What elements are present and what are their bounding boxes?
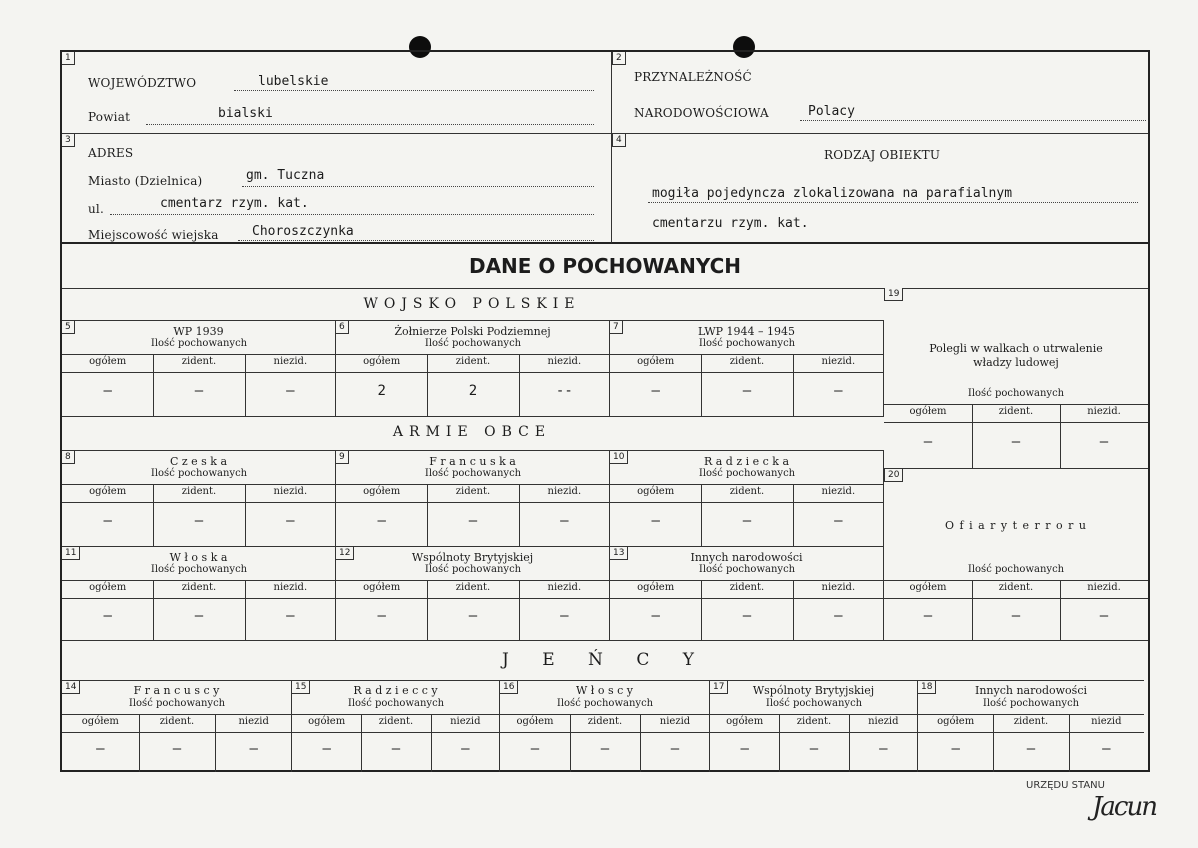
nationality-value: Polacy: [808, 104, 855, 119]
column-header: niezid.: [821, 582, 856, 593]
box-number: 15: [292, 681, 310, 694]
column-header: zident.: [181, 582, 217, 593]
column-header: niezid.: [273, 582, 308, 593]
count-grid-b18: [918, 698, 1144, 772]
count-grid-b9: [336, 468, 610, 546]
quantity-label: Ilość pochowanych: [765, 698, 863, 709]
count-value: —: [530, 741, 540, 757]
count-value: —: [1099, 434, 1109, 450]
count-value: —: [1011, 434, 1021, 450]
column-header: zident.: [455, 486, 491, 497]
column-header: ogółem: [81, 716, 119, 727]
box-number: 19: [884, 288, 903, 301]
box-label: LWP 1944 – 1945: [697, 325, 796, 338]
address-label: ADRES: [88, 146, 134, 160]
column-header: ogółem: [726, 716, 764, 727]
divider: [336, 502, 610, 503]
count-value: —: [1011, 608, 1021, 624]
count-value: —: [600, 741, 610, 757]
count-value: 2: [468, 383, 478, 399]
box-3-address: [62, 134, 612, 244]
divider: [62, 416, 884, 417]
divider: [610, 580, 884, 581]
divider: [884, 598, 1148, 599]
box-label: Wspólnoty Brytyjskiej: [411, 551, 534, 564]
dotted-line: [110, 214, 594, 215]
count-grid-b16: [500, 698, 710, 772]
divider: [884, 404, 1148, 405]
box-number: 9: [336, 451, 349, 464]
divider: [710, 714, 918, 715]
divider: [884, 422, 1148, 423]
column-header: niezid.: [273, 356, 308, 367]
count-value: —: [742, 513, 752, 529]
column-header: ogółem: [516, 716, 554, 727]
divider: [336, 372, 610, 373]
divider: [500, 732, 710, 733]
count-value: —: [651, 513, 660, 529]
box-number: 17: [710, 681, 728, 694]
box-label: Innych narodowości: [974, 684, 1088, 697]
quantity-label: Ilość pochowanych: [347, 698, 445, 709]
count-grid-b17: [710, 698, 918, 772]
count-grid-b20: [884, 564, 1148, 640]
divider: [62, 484, 336, 485]
quantity-label: Ilość pochowanych: [967, 388, 1065, 399]
dotted-line: [242, 186, 594, 187]
quantity-label: Ilość pochowanych: [982, 698, 1080, 709]
count-value: —: [172, 741, 182, 757]
box-label: Żołnierze Polski Podziemnej: [394, 325, 551, 338]
divider: [918, 714, 1144, 715]
count-value: —: [879, 741, 888, 757]
box-number: 12: [336, 547, 354, 560]
column-header: niezid.: [821, 486, 856, 497]
column-header: zident.: [587, 716, 623, 727]
column-header: ogółem: [909, 582, 947, 593]
nationality-label-line1: PRZYNALEŻNOŚĆ: [634, 70, 752, 84]
divider: [62, 580, 336, 581]
column-header: zident.: [796, 716, 832, 727]
count-value: 2: [377, 383, 386, 399]
count-value: —: [286, 608, 295, 624]
column-header: niezid: [1091, 716, 1122, 727]
box-1-location: [62, 52, 612, 134]
village-label: Miejscowość wiejska: [88, 228, 219, 242]
box-label: R a d z i e c k a: [703, 455, 790, 468]
quantity-label: Ilość pochowanych: [698, 338, 796, 349]
count-value: —: [670, 741, 680, 757]
divider: [918, 732, 1144, 733]
dotted-line: [146, 124, 594, 125]
object-type-value-line2: cmentarzu rzym. kat.: [652, 216, 809, 231]
count-value: —: [1102, 741, 1111, 757]
box-label: F r a n c u s k a: [429, 455, 516, 468]
count-value: —: [194, 608, 204, 624]
box-label: R a d z i e c c y: [353, 684, 438, 697]
count-value: —: [103, 608, 112, 624]
column-header: ogółem: [89, 582, 127, 593]
box-number: 13: [610, 547, 628, 560]
divider: [610, 484, 884, 485]
dotted-line: [238, 240, 594, 241]
box-number: 10: [610, 451, 628, 464]
dotted-line: [648, 202, 1138, 203]
nationality-label-line2: NARODOWOŚCIOWA: [634, 106, 769, 120]
polish-army-header: WOJSKO POLSKIE: [363, 296, 581, 312]
divider: [336, 598, 610, 599]
count-value: —: [103, 513, 112, 529]
count-grid-b10: [610, 468, 884, 546]
box-4-object-type: [612, 134, 1148, 244]
box-label: Wspólnoty Brytyjskiej: [752, 684, 875, 697]
box-label: C z e s k a: [169, 455, 228, 468]
column-header: niezid: [868, 716, 899, 727]
column-header: niezid.: [1087, 406, 1121, 417]
count-value: —: [391, 741, 401, 757]
column-header: ogółem: [637, 582, 675, 593]
dotted-line: [234, 90, 594, 91]
count-grid-b11: [62, 564, 336, 640]
divider: [610, 502, 884, 503]
column-header: zident.: [455, 356, 491, 367]
quantity-label: Ilość pochowanych: [150, 338, 248, 349]
box-number: 3: [62, 134, 75, 147]
divider: [292, 732, 500, 733]
stamp-text: URZĘDU STANU: [1026, 780, 1105, 791]
divider: [610, 372, 884, 373]
box-label: WP 1939: [173, 325, 224, 338]
powiat-label: Powiat: [88, 110, 131, 124]
quantity-label: Ilość pochowanych: [698, 468, 796, 479]
count-value: —: [286, 383, 295, 399]
column-header: ogółem: [637, 486, 675, 497]
quantity-label: Ilość pochowanych: [424, 338, 522, 349]
count-value: —: [468, 513, 478, 529]
column-header: niezid.: [1087, 582, 1121, 593]
divider: [610, 598, 884, 599]
box-number: 8: [62, 451, 75, 464]
column-header: zident.: [159, 716, 195, 727]
divider: [884, 580, 1148, 581]
count-value: —: [194, 513, 204, 529]
count-value: —: [951, 741, 960, 757]
count-grid-b12: [336, 564, 610, 640]
foreign-armies-header: ARMIE OBCE: [392, 424, 552, 440]
column-header: niezid.: [547, 582, 582, 593]
count-grid-b14: [62, 698, 292, 772]
count-value: —: [742, 608, 752, 624]
quantity-label: Ilość pochowanych: [150, 468, 248, 479]
box-number: 14: [62, 681, 80, 694]
box-number: 5: [62, 321, 75, 334]
count-value: —: [560, 608, 569, 624]
count-value: —: [1026, 741, 1036, 757]
count-grid-b6: [336, 338, 610, 416]
count-grid-b5: [62, 338, 336, 416]
dotted-line: [800, 120, 1146, 121]
count-value: —: [740, 741, 749, 757]
box-number: 7: [610, 321, 623, 334]
quantity-label: Ilość pochowanych: [698, 564, 796, 575]
street-value: cmentarz rzym. kat.: [160, 196, 309, 211]
divider: [336, 484, 610, 485]
column-header: ogółem: [937, 716, 975, 727]
box-number: 20: [884, 469, 903, 482]
wojewodztwo-label: WOJEWÓDZTWO: [88, 76, 197, 90]
divider: [292, 714, 500, 715]
count-grid-b15: [292, 698, 500, 772]
box-number: 4: [612, 134, 626, 147]
quantity-label: Ilość pochowanych: [128, 698, 226, 709]
count-value: —: [651, 383, 660, 399]
count-value: —: [103, 383, 112, 399]
count-grid-b8: [62, 468, 336, 546]
city-value: gm. Tuczna: [246, 168, 325, 183]
count-value: —: [377, 608, 386, 624]
column-header: niezid: [238, 716, 269, 727]
object-type-label: RODZAJ OBIEKTU: [824, 148, 941, 162]
powiat-value: bialski: [218, 106, 273, 121]
signature: Jacun: [1092, 792, 1156, 822]
box-label: F r a n c u s c y: [133, 684, 220, 697]
count-grid-b19: [884, 388, 1148, 468]
divider: [336, 354, 610, 355]
burials-data-title: DANE O POCHOWANYCH: [468, 254, 742, 278]
box-number: 18: [918, 681, 936, 694]
quantity-label: Ilość pochowanych: [967, 564, 1065, 575]
column-header: zident.: [729, 582, 765, 593]
quantity-label: Ilość pochowanych: [150, 564, 248, 575]
count-value: —: [834, 383, 843, 399]
column-header: niezid.: [547, 486, 582, 497]
count-value: —: [809, 741, 819, 757]
wojewodztwo-value: lubelskie: [258, 74, 329, 89]
column-header: ogółem: [89, 486, 127, 497]
column-header: ogółem: [308, 716, 346, 727]
column-header: ogółem: [363, 356, 401, 367]
column-header: zident.: [998, 406, 1034, 417]
divider: [500, 714, 710, 715]
count-value: —: [96, 741, 105, 757]
count-grid-b7: [610, 338, 884, 416]
box-number: 1: [62, 52, 75, 65]
column-header: niezid.: [273, 486, 308, 497]
street-label: ul.: [88, 202, 104, 216]
grave-record-form: [60, 50, 1150, 772]
quantity-label: Ilość pochowanych: [424, 564, 522, 575]
office-stamp: [1026, 780, 1105, 791]
box-number: 11: [62, 547, 80, 560]
column-header: zident.: [1013, 716, 1049, 727]
count-value: —: [249, 741, 258, 757]
count-value: —: [286, 513, 295, 529]
divider: [62, 640, 1148, 641]
column-header: zident.: [378, 716, 414, 727]
quantity-label: Ilość pochowanych: [424, 468, 522, 479]
box-number: 16: [500, 681, 518, 694]
count-value: —: [834, 608, 843, 624]
column-header: niezid.: [821, 356, 856, 367]
count-value: —: [468, 608, 478, 624]
divider: [62, 502, 336, 503]
quantity-label: Ilość pochowanych: [556, 698, 654, 709]
box-number: 2: [612, 52, 626, 65]
column-header: niezid: [450, 716, 481, 727]
column-header: ogółem: [637, 356, 675, 367]
column-header: zident.: [729, 356, 765, 367]
divider: [62, 598, 336, 599]
box-label: W ł o s k a: [169, 551, 228, 564]
count-value: —: [377, 513, 386, 529]
count-value: —: [1099, 608, 1109, 624]
count-value: --: [555, 383, 573, 399]
count-grid-b13: [610, 564, 884, 640]
count-value: —: [194, 383, 204, 399]
column-header: ogółem: [909, 406, 947, 417]
count-value: —: [923, 608, 933, 624]
divider: [336, 580, 610, 581]
column-header: zident.: [181, 356, 217, 367]
column-header: ogółem: [89, 356, 127, 367]
count-value: —: [651, 608, 660, 624]
count-value: —: [923, 434, 933, 450]
city-label: Miasto (Dzielnica): [88, 174, 203, 188]
count-value: —: [560, 513, 569, 529]
box-number: 6: [336, 321, 349, 334]
box-2-nationality: [612, 52, 1148, 134]
column-header: niezid: [659, 716, 691, 727]
object-type-value-line1: mogiła pojedyncza zlokalizowana na parafialnym: [652, 186, 1013, 201]
box-label-line1: Polegli w walkach o utrwalenie: [929, 342, 1103, 355]
divider: [710, 732, 918, 733]
prisoners-header: J E Ń C Y: [502, 650, 708, 670]
divider: [62, 732, 292, 733]
column-header: ogółem: [363, 486, 401, 497]
column-header: niezid.: [547, 356, 582, 367]
divider: [62, 714, 292, 715]
box-label: O f i a r y t e r r o r u: [944, 519, 1087, 532]
column-header: zident.: [181, 486, 217, 497]
column-header: ogółem: [363, 582, 401, 593]
divider: [62, 354, 336, 355]
village-value: Choroszczynka: [252, 224, 354, 239]
count-value: —: [742, 383, 752, 399]
box-label: W ł o s c y: [576, 684, 633, 697]
box-label-line2: władzy ludowej: [973, 356, 1059, 369]
divider: [610, 354, 884, 355]
column-header: zident.: [455, 582, 491, 593]
column-header: zident.: [998, 582, 1034, 593]
divider: [62, 372, 336, 373]
box-label: Innych narodowości: [690, 551, 803, 564]
count-value: —: [834, 513, 843, 529]
count-value: —: [322, 741, 331, 757]
column-header: zident.: [729, 486, 765, 497]
count-value: —: [461, 741, 470, 757]
